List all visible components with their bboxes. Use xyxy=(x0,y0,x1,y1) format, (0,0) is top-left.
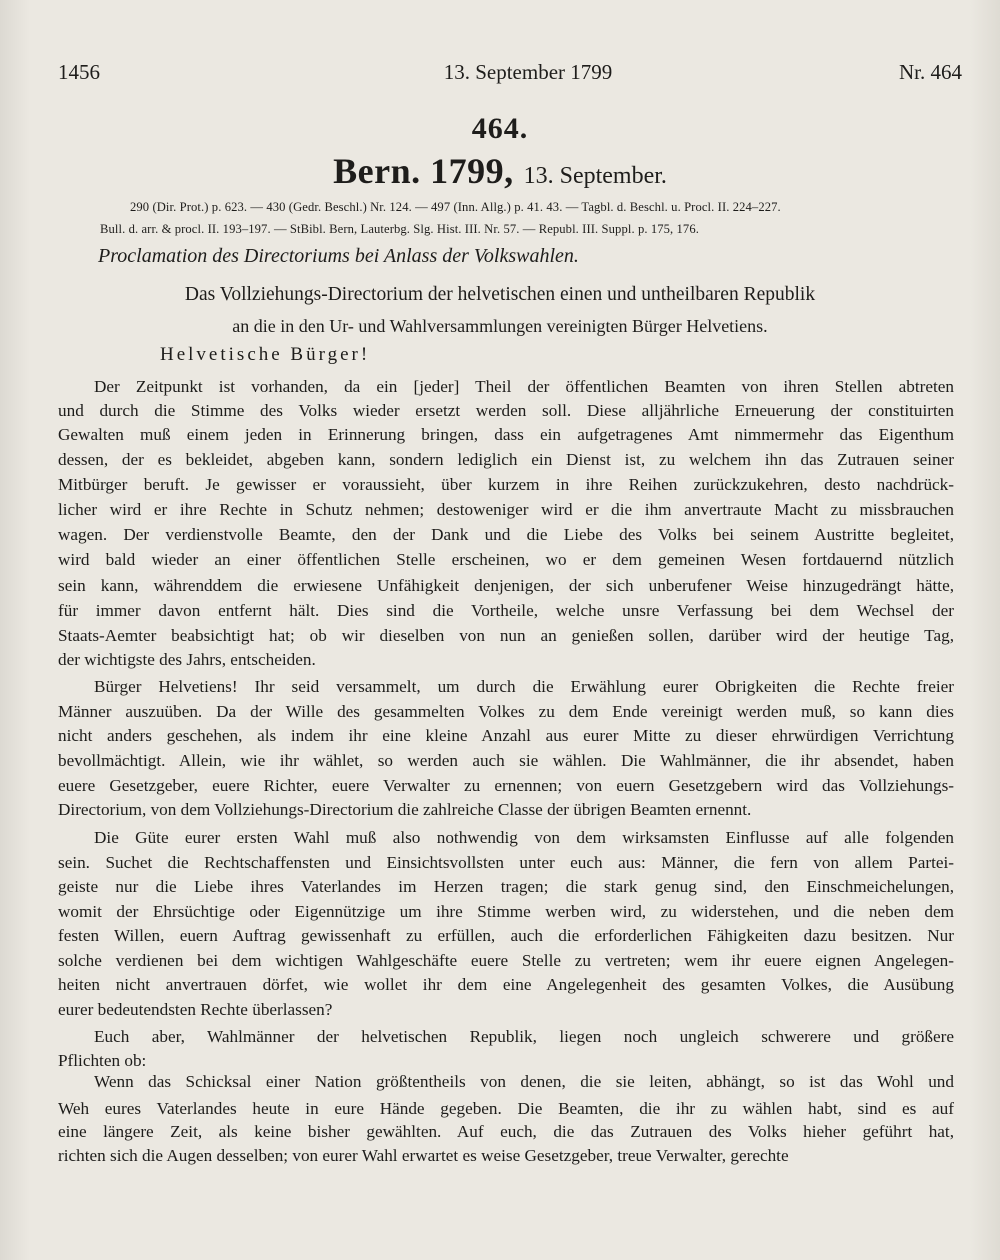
body-line: Die Güte eurer ersten Wahl muß also nothwendig von dem wirksamsten Einflusse auf alle folgenden xyxy=(94,828,954,847)
body-line: euere Gesetzgeber, euere Richter, euere Verwalter zu ernennen; von euern Gesetzgebern wird das Vollziehungs- xyxy=(58,776,954,795)
body-line: wagen. Der verdienstvolle Beamte, den der Dank und die Liebe des Volks bei seinem Austritte begleitet, xyxy=(58,525,954,544)
body-line: licher wird er ihre Rechte in Schutz nehmen; destoweniger wird er die ihm anvertraute Macht zu missbrauchen xyxy=(58,500,954,519)
header-date: 13. September 1799 xyxy=(443,60,613,84)
document-title: Proclamation des Directoriums bei Anlass der Volkswahlen. xyxy=(98,245,579,267)
body-line: solche verdienen bei dem wichtigen Wahlgeschäfte euere Stelle zu vertreten; wem ihr euere eignen Angelegen- xyxy=(58,951,954,970)
body-line: Pflichten ob: xyxy=(58,1051,147,1070)
body-line: festen Willen, euern Auftrag gewissenhaft zu erfüllen, auch die erforderlichen Fähigkeiten dazu besitzen. Nur xyxy=(58,926,954,945)
body-line: heiten nicht anvertrauen dörfet, wie wollet ihr dem eine Angelegenheit des gesamten Volkes, die Ausübung xyxy=(58,975,954,994)
document-number: 464. xyxy=(471,112,529,145)
body-line: Wenn das Schicksal einer Nation größtentheils von denen, die sie leiten, abhängt, so ist das Wohl und xyxy=(94,1072,954,1091)
body-line: nicht anders geschehen, als indem ihr eine kleine Anzahl aus eurer Mitte zu dieser ehrwürdigen Verrichtung xyxy=(58,726,954,745)
source-references-line-1: 290 (Dir. Prot.) p. 623. — 430 (Gedr. Beschl.) Nr. 124. — 497 (Inn. Allg.) p. 41. 43. — Tagbl. d. Beschl. u. Procl. II. 224–227. xyxy=(130,200,781,214)
body-line: sein. Suchet die Rechtschaffensten und Einsichtsvollsten unter euch aus: Männer, die fern von allem Partei- xyxy=(58,853,954,872)
body-line: Directorium, von dem Vollziehungs-Directorium die zahlreiche Classe der übrigen Beamten ernennt. xyxy=(58,800,752,819)
document-date: 13. September. xyxy=(523,163,667,189)
body-line: Männer auszuüben. Da der Wille des gesammelten Volkes zu dem Ende vereinigt werden muß, so kann dies xyxy=(58,702,954,721)
body-line: Euch aber, Wahlmänner der helvetischen Republik, liegen noch ungleich schwerere und größere xyxy=(94,1027,954,1046)
place-year: Bern. 1799, xyxy=(333,151,514,191)
body-line: Bürger Helvetiens! Ihr seid versammelt, um durch die Erwählung eurer Obrigkeiten die Rechte freier xyxy=(94,677,954,696)
body-line: womit der Ehrsüchtige oder Eigennützige um ihre Stimme werben wird, zu widerstehen, und die neben dem xyxy=(58,902,954,921)
body-line: dessen, der es bekleidet, abgeben kann, sondern lediglich ein Dienst ist, zu welchem ihn das Zutrauen seiner xyxy=(58,450,954,469)
body-line: Gewalten muß einem jeden in Erinnerung bringen, dass ein aufgetragenes Amt nimmermehr das Eigenthum xyxy=(58,425,954,444)
body-line: und durch die Stimme des Volks wieder ersetzt werden soll. Diese alljährliche Erneuerung der constituirten xyxy=(58,401,954,420)
body-line: geiste nur die Liebe ihres Vaterlandes im Herzen tragen; die stark genug sind, den Einschmeichelungen, xyxy=(58,877,954,896)
body-line: Weh eures Vaterlandes heute in eure Hände gegeben. Die Beamten, die ihr zu wählen habt, sind es auf xyxy=(58,1099,954,1118)
body-line: Staats-Aemter beabsichtigt hat; ob wir dieselben von nun an genießen sollen, darüber wird der heutige Tag, xyxy=(58,626,954,645)
body-line: wird bald wieder an einer öffentlichen Stelle erscheinen, wo er dem gemeinen Wesen fortdauernd nützlich xyxy=(58,550,954,569)
running-header xyxy=(58,60,962,90)
body-line: der wichtigste des Jahrs, entscheiden. xyxy=(58,650,316,669)
body-line: richten sich die Augen desselben; von eurer Wahl erwartet es weise Gesetzgeber, treue Verwalter, gerechte xyxy=(58,1146,789,1165)
body-line: eurer bedeutendsten Rechte überlassen? xyxy=(58,1000,333,1019)
address-line-1: Das Vollziehungs-Directorium der helvetischen einen und untheilbaren Republik xyxy=(184,284,816,305)
body-line: für immer davon entfernt hält. Dies sind die Vortheile, welche unsre Verfassung bei dem Wechsel der xyxy=(58,601,954,620)
source-references-line-2: Bull. d. arr. & procl. II. 193–197. — StBibl. Bern, Lauterbg. Slg. Hist. III. Nr. 57. — Republ. III. Suppl. p. 175, 176. xyxy=(100,222,699,236)
salutation: Helvetische Bürger! xyxy=(160,344,371,365)
body-line: Mitbürger beruft. Je gewisser er voraussieht, über kurzem in ihre Reihen zurückzukehren, desto nachdrück- xyxy=(58,475,954,494)
address-line-2: an die in den Ur- und Wahlversammlungen vereinigten Bürger Helvetiens. xyxy=(232,316,768,336)
page-number: 1456 xyxy=(58,60,100,84)
body-line: sein kann, währenddem die erwiesene Unfähigkeit denjenigen, der sich unberufener Weise hinzugedrängt hätte, xyxy=(58,576,954,595)
body-line: Der Zeitpunkt ist vorhanden, da ein [jeder] Theil der öffentlichen Beamten von ihren Stellen abtreten xyxy=(94,377,954,396)
body-line: bevollmächtigt. Allein, wie ihr wählet, so werden auch sie wählen. Die Wahlmänner, die ihr absendet, haben xyxy=(58,751,954,770)
body-line: eine längere Zeit, als keine bisher gewählten. Auf euch, die das Zutrauen des Volks hieher geführt hat, xyxy=(58,1122,954,1141)
header-document-ref: Nr. 464 xyxy=(899,60,962,84)
dateline xyxy=(0,150,1000,192)
